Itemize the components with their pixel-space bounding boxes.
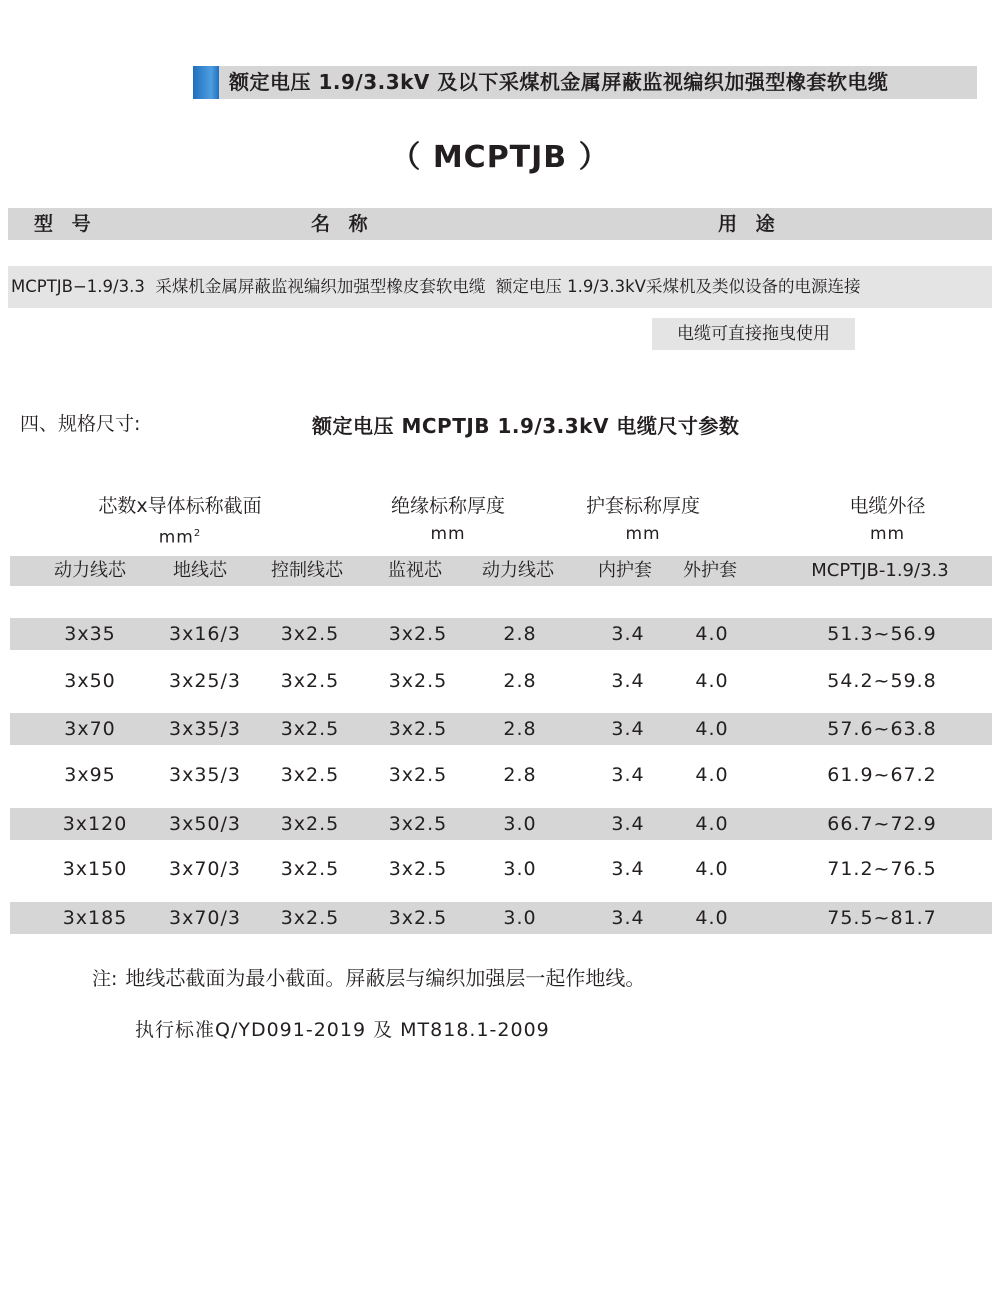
subheader-inner-sheath: 内护套 [598,560,652,581]
cell-inner-sheath: 3.4 [611,907,645,929]
sheath-group-label: 护套标称厚度 [585,495,700,517]
cell-insulation-power: 2.8 [503,718,537,740]
cell-inner-sheath: 3.4 [611,623,645,645]
table-row [10,759,992,791]
cell-outer-sheath: 4.0 [695,764,729,786]
subheader-monitor-core: 监视芯 [388,560,442,581]
cell-outer-diameter: 66.7~72.9 [827,813,937,835]
name-header: 名 称 [311,213,374,235]
cell-insulation-power: 3.0 [503,813,537,835]
cell-ground-core: 3x70/3 [169,907,241,929]
product-use: 额定电压 1.9/3.3kV采煤机及类似设备的电源连接 [495,277,861,296]
section-label: 四、规格尺寸: [20,413,141,435]
core-group-label: 芯数x导体标称截面 [98,495,262,517]
cell-control-core: 3x2.5 [280,670,340,692]
insulation-group-label: 绝缘标称厚度 [390,495,505,517]
subheader-outer-diameter: MCPTJB-1.9/3.3 [811,560,949,581]
cell-outer-sheath: 4.0 [695,623,729,645]
cell-power-core: 3x150 [62,858,128,880]
cell-control-core: 3x2.5 [280,764,340,786]
cell-power-core: 3x35 [64,623,116,645]
footnote-text: 地线芯截面为最小截面。屏蔽层与编织加强层一起作地线。 [125,966,646,990]
section-title: 额定电压 MCPTJB 1.9/3.3kV 电缆尺寸参数 [312,414,740,438]
table-row [10,853,992,885]
diameter-group-label: 电缆外径 [849,495,926,517]
cell-monitor-core: 3x2.5 [388,623,448,645]
cell-outer-sheath: 4.0 [695,907,729,929]
cell-insulation-power: 2.8 [503,670,537,692]
cell-outer-diameter: 61.9~67.2 [827,764,937,786]
cell-control-core: 3x2.5 [280,718,340,740]
cell-outer-sheath: 4.0 [695,813,729,835]
table-row [10,618,992,650]
sheath-group-heading [553,492,733,548]
cell-monitor-core: 3x2.5 [388,813,448,835]
table-row [10,713,992,745]
cell-control-core: 3x2.5 [280,623,340,645]
cell-outer-sheath: 4.0 [695,858,729,880]
insulation-group-unit: mm [430,524,466,544]
product-use-line2: 电缆可直接拖曳使用 [652,318,855,350]
cell-insulation-power: 2.8 [503,764,537,786]
footnote [92,962,645,991]
table-row [10,665,992,697]
cell-monitor-core: 3x2.5 [388,858,448,880]
table-row [10,808,992,840]
product-info-line [11,266,860,308]
subheader-control-core: 控制线芯 [271,560,343,581]
cell-insulation-power: 3.0 [503,907,537,929]
core-group-unit: $mm^2$ [158,527,202,548]
subheader-ground-core: 地线芯 [173,560,227,581]
cell-power-core: 3x50 [64,670,116,692]
subheader-power-core: 动力线芯 [54,560,126,581]
cell-insulation-power: 3.0 [503,858,537,880]
cell-control-core: 3x2.5 [280,813,340,835]
cell-outer-diameter: 71.2~76.5 [827,858,937,880]
cell-outer-diameter: 54.2~59.8 [827,670,937,692]
cell-ground-core: 3x35/3 [169,718,241,740]
title-banner [193,66,977,99]
product-name: 采煤机金属屏蔽监视编织加强型橡皮套软电缆 [155,277,486,296]
footnote-label: 注: [92,968,118,990]
cell-inner-sheath: 3.4 [611,670,645,692]
banner-accent-block [193,66,219,99]
cell-outer-sheath: 4.0 [695,718,729,740]
cell-ground-core: 3x16/3 [169,623,241,645]
cell-monitor-core: 3x2.5 [388,764,448,786]
model-title: （ MCPTJB ） [390,140,610,175]
product-header-bar [8,208,992,240]
subheader-insulation-power: 动力线芯 [482,560,554,581]
cell-inner-sheath: 3.4 [611,718,645,740]
cell-power-core: 3x95 [64,764,116,786]
cell-ground-core: 3x25/3 [169,670,241,692]
diameter-group-unit: mm [869,524,906,544]
cell-control-core: 3x2.5 [280,858,340,880]
cell-power-core: 3x185 [62,907,128,929]
cell-ground-core: 3x50/3 [169,813,241,835]
cell-control-core: 3x2.5 [280,907,340,929]
cell-outer-sheath: 4.0 [695,670,729,692]
cell-monitor-core: 3x2.5 [388,718,448,740]
cell-monitor-core: 3x2.5 [388,670,448,692]
cell-outer-diameter: 51.3~56.9 [827,623,937,645]
diameter-group-heading [800,492,975,548]
banner-title: 额定电压 1.9/3.3kV 及以下采煤机金属屏蔽监视编织加强型橡套软电缆 [229,70,889,94]
product-info-row [8,266,992,308]
cell-inner-sheath: 3.4 [611,813,645,835]
cell-ground-core: 3x70/3 [169,858,241,880]
cell-outer-diameter: 57.6~63.8 [827,718,937,740]
cell-power-core: 3x120 [62,813,128,835]
insulation-group-heading [358,492,538,548]
product-type: MCPTJB−1.9/3.3 [11,277,145,296]
cell-insulation-power: 2.8 [503,623,537,645]
cell-inner-sheath: 3.4 [611,764,645,786]
use-header: 用 途 [718,213,781,235]
subheader-outer-sheath: 外护套 [683,560,737,581]
cell-ground-core: 3x35/3 [169,764,241,786]
type-header: 型 号 [34,213,97,235]
cell-outer-diameter: 75.5~81.7 [827,907,937,929]
cell-power-core: 3x70 [64,718,116,740]
cell-inner-sheath: 3.4 [611,858,645,880]
cell-monitor-core: 3x2.5 [388,907,448,929]
sheath-group-unit: mm [625,524,661,544]
core-group-heading [60,492,300,552]
table-row [10,902,992,934]
standard-reference: 执行标准Q/YD091-2019 及 MT818.1-2009 [135,1019,550,1041]
